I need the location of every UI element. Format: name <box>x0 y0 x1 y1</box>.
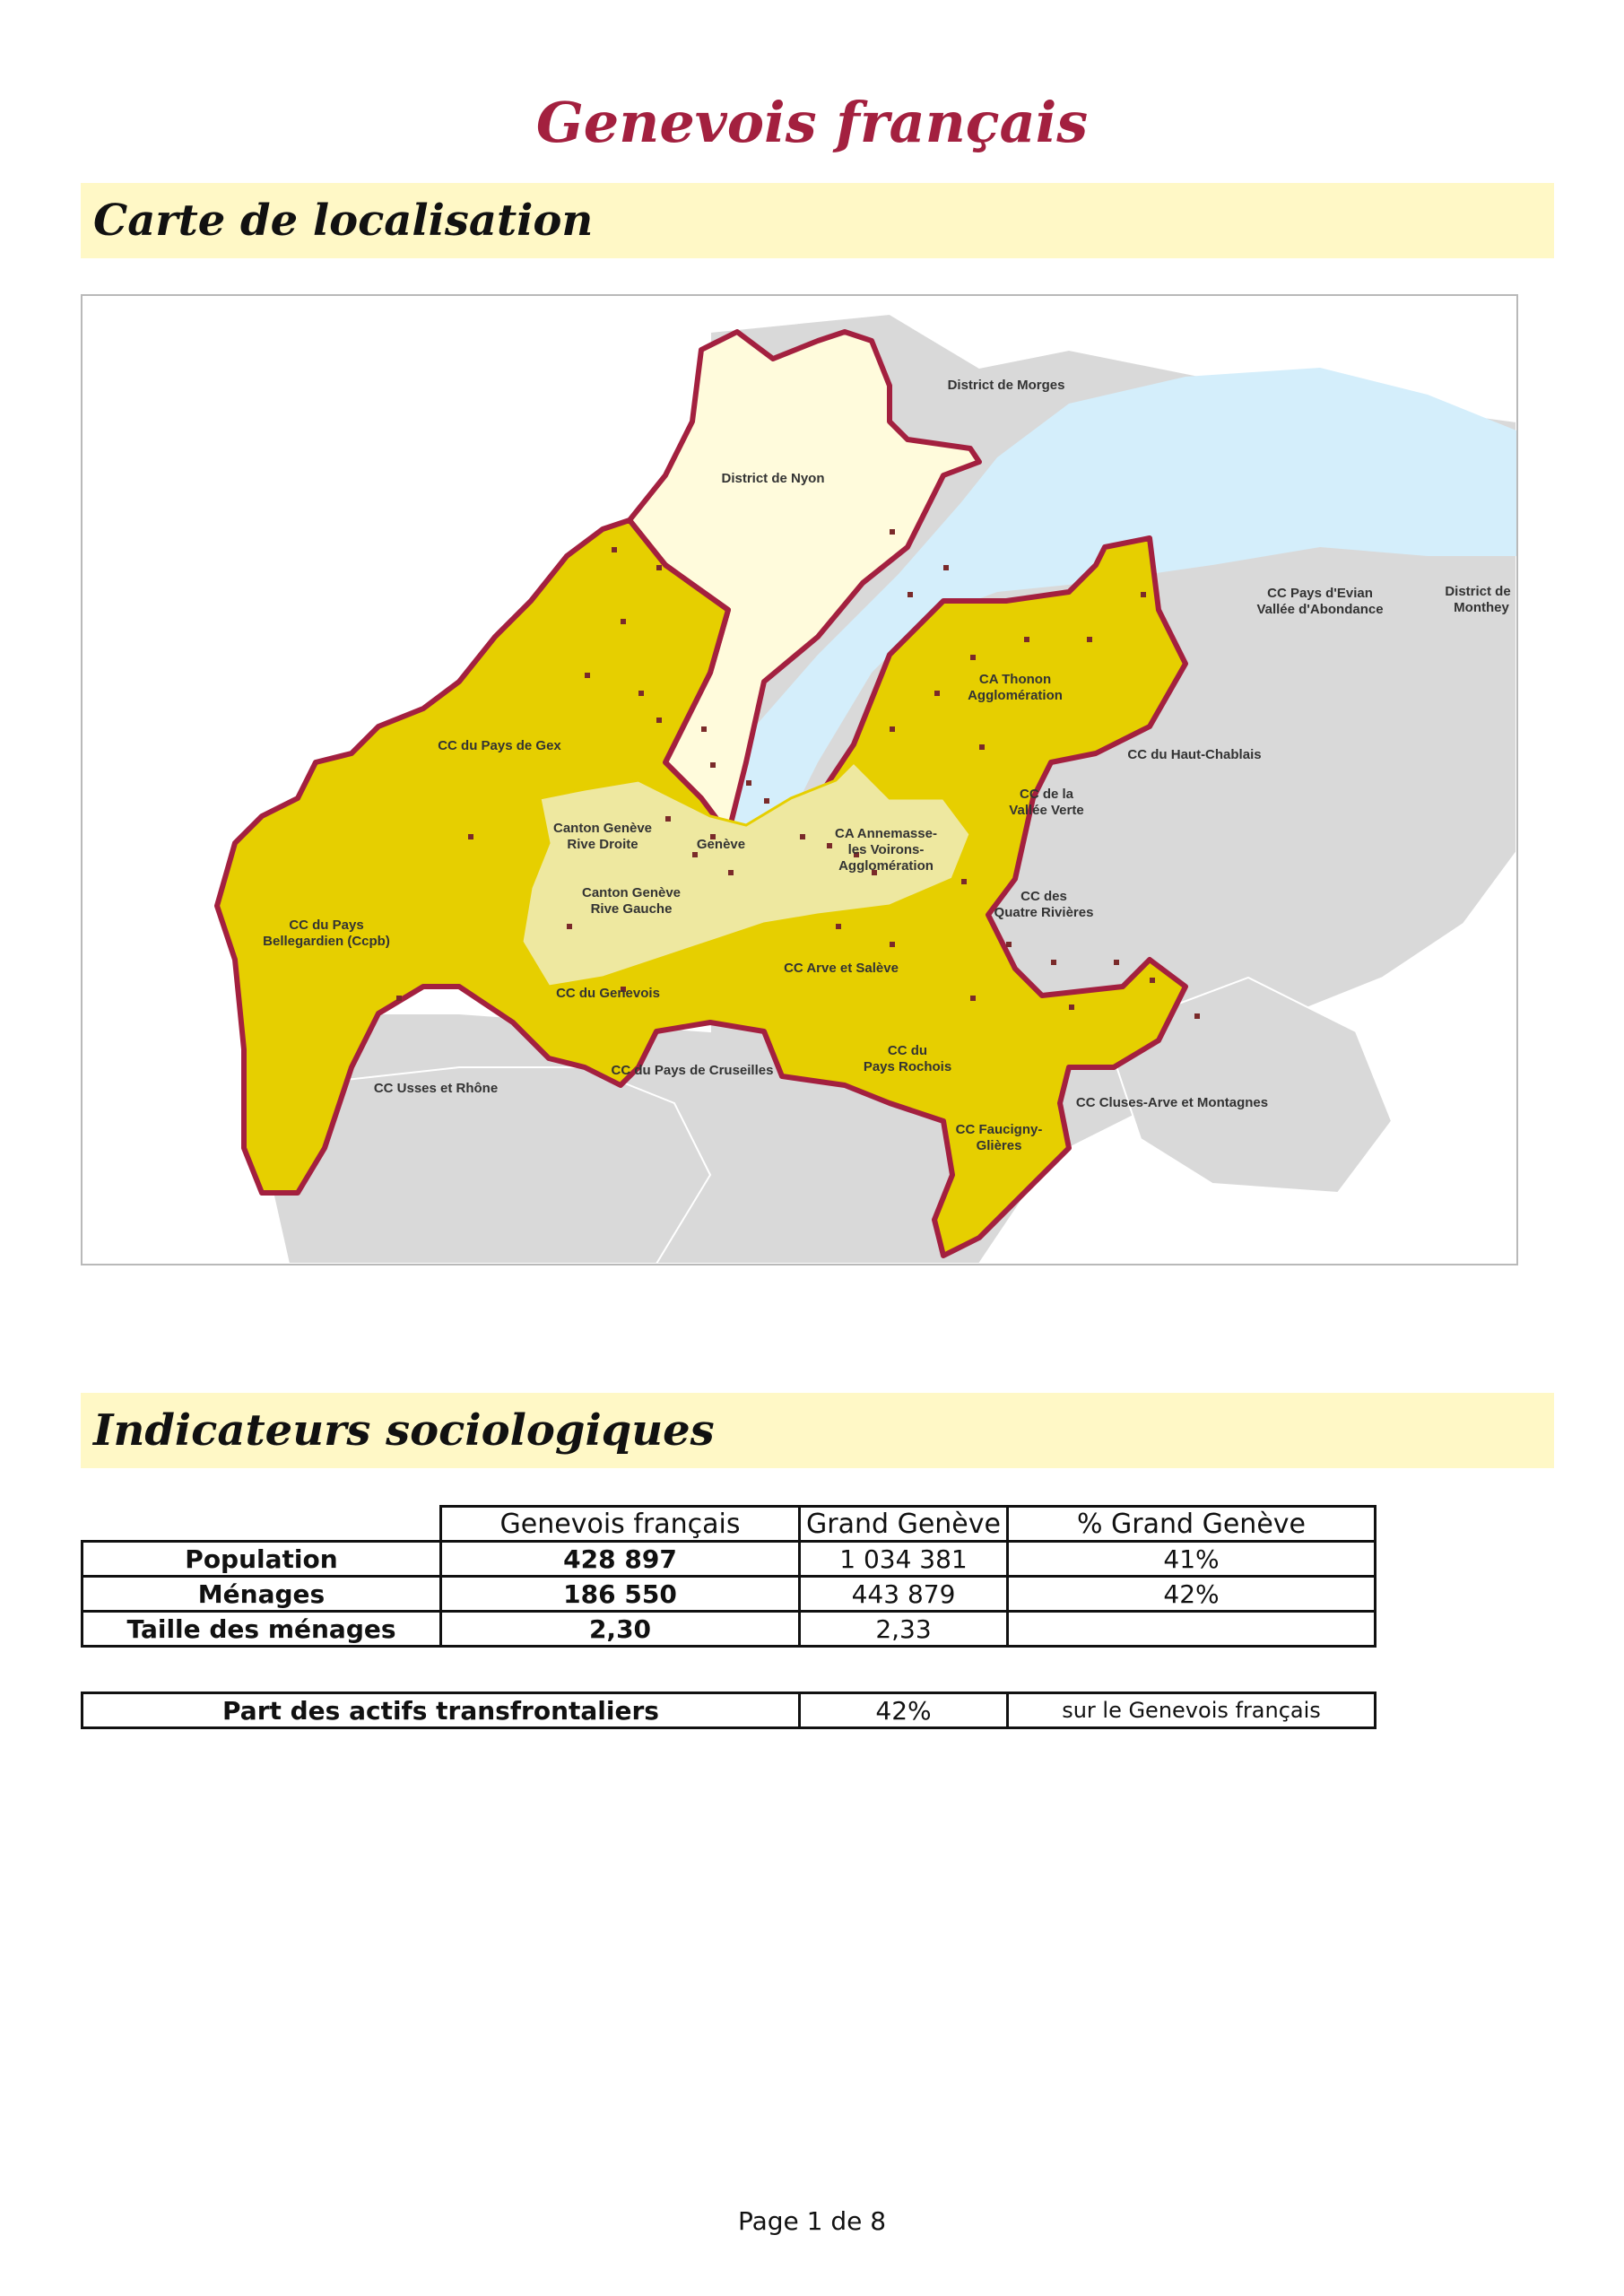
label-faucigny-1: CC Faucigny- <box>955 1122 1043 1137</box>
section-header-carte <box>81 183 1554 258</box>
label-rive-droite-2: Rive Droite <box>567 837 638 852</box>
label-annemasse-2: les Voirons- <box>847 842 925 857</box>
page-number: Page 1 de 8 <box>737 2206 887 2236</box>
stats-corner <box>83 1507 441 1542</box>
label-rive-droite-1: Canton Genève <box>552 821 653 836</box>
label-annemasse-3: Agglomération <box>838 858 934 874</box>
cell-taille-genevois: 2,30 <box>441 1612 800 1647</box>
label-rive-gauche-2: Rive Gauche <box>590 901 673 917</box>
label-evian-2: Vallée d'Abondance <box>1256 602 1384 617</box>
stats-header-row <box>83 1507 1376 1542</box>
row-label-population: Population <box>83 1542 441 1577</box>
table-row <box>83 1693 1376 1728</box>
label-usses: CC Usses et Rhône <box>373 1081 499 1096</box>
location-map <box>81 294 1518 1265</box>
label-vallee-verte-1: CC de la <box>1019 787 1074 802</box>
cross-label: Part des actifs transfrontaliers <box>83 1693 800 1728</box>
cross-value: 42% <box>800 1693 1008 1728</box>
label-evian-1: CC Pays d'Evian <box>1267 586 1373 601</box>
cross-border-table <box>81 1692 1376 1729</box>
section-header-indicateurs <box>81 1393 1554 1468</box>
label-monthey-1: District de <box>1445 584 1511 599</box>
label-morges: District de Morges <box>947 378 1065 393</box>
label-thonon-2: Agglomération <box>968 688 1063 703</box>
label-bellegarde-1: CC du Pays <box>289 918 364 933</box>
row-label-taille: Taille des ménages <box>83 1612 441 1647</box>
label-arve-saleve: CC Arve et Salève <box>784 961 899 976</box>
section-title-carte: Carte de localisation <box>93 196 594 246</box>
cell-taille-grand-geneve: 2,33 <box>800 1612 1008 1647</box>
cell-menages-genevois: 186 550 <box>441 1577 800 1612</box>
page-title: Genevois français <box>535 90 1089 155</box>
cell-population-pct: 41% <box>1008 1542 1376 1577</box>
col-header-genevois: Genevois français <box>441 1507 800 1542</box>
table-row <box>83 1612 1376 1647</box>
label-gex: CC du Pays de Gex <box>438 738 561 753</box>
label-genevois: CC du Genevois <box>556 986 660 1001</box>
map-graphic <box>83 296 1516 1264</box>
col-header-pct: % Grand Genève <box>1008 1507 1376 1542</box>
table-row <box>83 1577 1376 1612</box>
stats-table <box>81 1505 1376 1648</box>
label-cruseilles: CC du Pays de Cruseilles <box>611 1063 774 1078</box>
label-haut-chablais: CC du Haut-Chablais <box>1127 747 1262 762</box>
label-quatre-rivieres-2: Quatre Rivières <box>994 905 1094 920</box>
label-monthey-2: Monthey <box>1454 600 1509 615</box>
label-rochois-2: Pays Rochois <box>863 1059 952 1074</box>
label-bellegarde-2: Bellegardien (Ccpb) <box>263 934 390 949</box>
section-title-indicateurs: Indicateurs sociologiques <box>93 1405 715 1456</box>
cell-menages-grand-geneve: 443 879 <box>800 1577 1008 1612</box>
cross-note: sur le Genevois français <box>1008 1693 1376 1728</box>
cell-population-grand-geneve: 1 034 381 <box>800 1542 1008 1577</box>
label-faucigny-2: Glières <box>976 1138 1022 1153</box>
cell-taille-pct <box>1008 1612 1376 1647</box>
label-thonon-1: CA Thonon <box>978 672 1052 687</box>
label-nyon: District de Nyon <box>721 471 825 486</box>
label-rive-gauche-1: Canton Genève <box>581 885 682 900</box>
col-header-grand-geneve: Grand Genève <box>800 1507 1008 1542</box>
label-quatre-rivieres-1: CC des <box>1020 889 1067 904</box>
label-geneve: Genève <box>696 837 746 852</box>
label-vallee-verte-2: Vallée Verte <box>1009 803 1084 818</box>
cell-menages-pct: 42% <box>1008 1577 1376 1612</box>
row-label-menages: Ménages <box>83 1577 441 1612</box>
label-cluses: CC Cluses-Arve et Montagnes <box>1075 1095 1269 1110</box>
table-row <box>83 1542 1376 1577</box>
cell-population-genevois: 428 897 <box>441 1542 800 1577</box>
label-rochois-1: CC du <box>887 1043 928 1058</box>
label-annemasse-1: CA Annemasse- <box>835 826 937 841</box>
